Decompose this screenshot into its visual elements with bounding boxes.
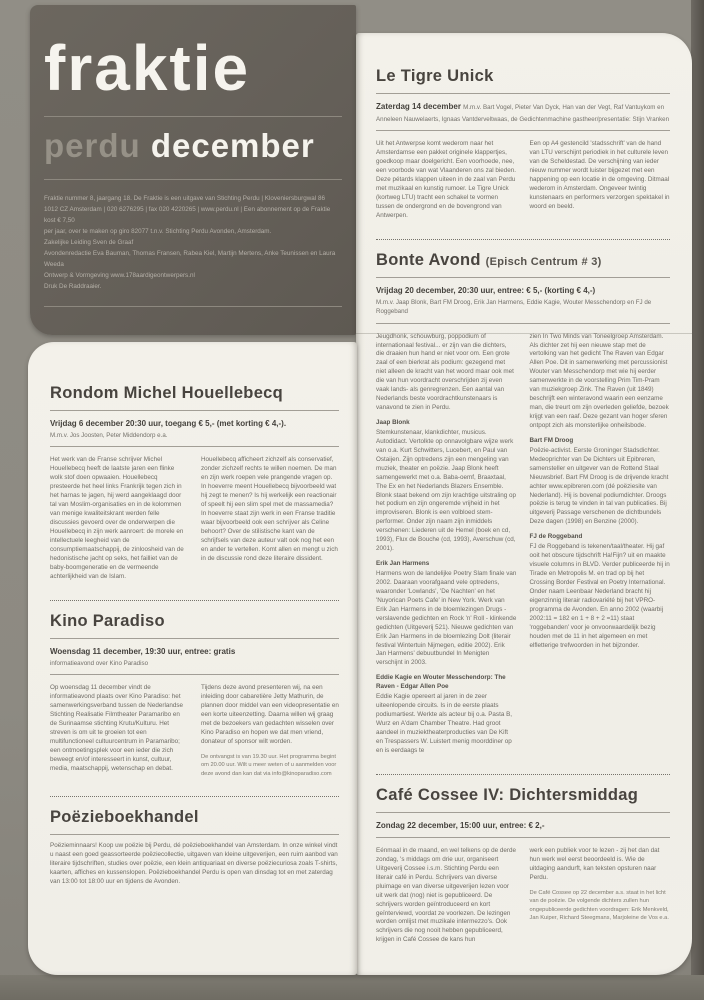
performer-name: Erik Jan Harmens bbox=[376, 560, 430, 568]
dotted-divider bbox=[50, 796, 339, 797]
body-paragraph: Een op A4 gestencild 'stadsschrift' van de hand van LTU verschijnt periodiek in het culturele leven van de Scheldestad. De verschijning van ieder nieuw nummer wordt luister bijgezet met een happening op een locatie in de omgeving. Ditmaal wederom in Amsterdam. Ongeveer twintig kunstenaars en performers verzorgen spektakel in woord en beeld. bbox=[529, 140, 670, 210]
section-kino-paradiso bbox=[50, 612, 339, 798]
divider-rule bbox=[50, 638, 339, 639]
body-paragraph: Jeugdhonk, schouwburg, poppodium of internationaal festival... er zijn van die dichters, die draaien hun hand er niet voor om. Een grote zaal of een bierkrat als podium: gezegend met niet alleen de kracht van het woord maar ook met die van hun voordracht overschrijden zij even vaak lands- als genregrenzen. Een aantal van Nederlands beste voordrachtkunstenaars is vanavond te zien in Perdu. bbox=[376, 332, 514, 412]
divider-rule bbox=[376, 93, 670, 94]
body-column bbox=[50, 684, 188, 784]
colophon-line: Fraktie nummer 8, jaargang 18. De Fraktie is een uitgave van Stichting Perdu | Kloveniersburgwal 86 bbox=[44, 195, 325, 203]
dotted-divider bbox=[376, 239, 670, 240]
section-bonte-avond bbox=[376, 251, 670, 775]
section-title: Kino Paradiso bbox=[50, 611, 165, 630]
body-paragraph: Poëzie-activist. Eerste Groninger Stadsdichter. Medeoprichter van De Dichters uit Epibreren, samensteller en uitgever van de Rottend Staal Nieuwsbrief. Bart FM Droog is de drijvende kracht achter www.epibreren.com (dé poëziesite van Nederland). Hij is bovenal podiumdichter. Droogs poëzie is terug te vinden in tal van publicaties. Bij uitgeverij Passage verschenen de dichtbundels Deze dagen (1998) en Benzine (2000). bbox=[529, 446, 669, 526]
body-column bbox=[376, 333, 517, 762]
section-title: Le Tigre Unick bbox=[376, 67, 494, 85]
divider-rule bbox=[44, 306, 342, 307]
body-paragraph: FJ de Roggeband is tekenen/taal/theater. Hij gaf ooit het obscure tijdschrift Ha!Fijn? uit en maakte visuele columns in BLVD. Verder publiceerde hij in Tirade en Metropolis M. en trad op bij het Crossing Border Festival en Poetry International. Onder naam Leenbaar Nederland bracht hij eigenzinnig literair radiovariété bij het VPRO-programma de Avonden. En anno 2002 (waarbij 2002:11 = 182 en 1 + 8 + 2 =11) staat 'roggebanden' voor je onvoorwaardelijk bezig houden met de 11 in het algemeen en met elfletterige trefwoorden in het bijzonder. bbox=[529, 543, 670, 649]
body-column bbox=[50, 456, 188, 587]
divider-rule bbox=[376, 323, 670, 324]
section-title: Café Cossee IV: Dichtersmiddag bbox=[376, 785, 639, 804]
body-column bbox=[376, 847, 517, 951]
divider-rule bbox=[376, 130, 670, 131]
event-credits: M.m.v. Jaap Blonk, Bart FM Droog, Erik Jan Harmens, Eddie Kagie, Wouter Messchendorp en FJ de Roggeband bbox=[376, 298, 652, 316]
body-paragraph: Uit het Antwerpse komt wederom naar het Amsterdamse een pakket originele klappertjes, goedkoop maar doelgericht. Een voorhoede, nee, een voorbode van wat Vlaanderen ons zal bieden. Deze pétards klappen uiteen in de zaal van Perdu met muzikaal en kunstig rumoer. Le Tigre Unick (kortweg LTU) tracht een schakel te vormen tussen de ondergrond en de bovengrond van Antwerpen. bbox=[376, 140, 517, 219]
body-columns bbox=[50, 456, 339, 587]
body-paragraph: zien In Two Minds van Toneelgroep Amsterdam. Als dichter zet hij een nieuwe stap met de vertolking van het gedicht The Raven van Edgar Allen Poe. Dit in samenwerking met percussionist Wouter van Messchendorp met wie hij eerder samenwerkte in de voorstelling Prim Tim-Pram van muziekgroep Zink. The Raven (uit 1849) beschrijft een winteravond waarin een eenzame man, die treurt om zijn overleden geliefde, bezoek krijgt van een raaf. Deze gezant van hoger sferen ontpopt zich als monsterlijke onheilsbode. bbox=[529, 332, 669, 429]
body-paragraph: Eénmaal in de maand, en wel telkens op de derde zondag, 's middags om drie uur, organiseert Uitgeverij Cossee i.s.m. Stichting Perdu een literair café in Perdu. Schrijvers van diverse pluimage en van diverse uitgeverijen lezen voor uit werk dat (nog) niet is gepubliceerd. De schrijvers worden geïntroduceerd en kort geïnterviewd, voordat ze voorlezen. De lezingen worden omlijst met muzikale intermezzo's. Ook schrijvers die nog nooit hebben gepubliceerd, krijgen in Café Cossee de kans hun bbox=[376, 846, 517, 944]
fold-crease bbox=[356, 333, 692, 334]
performer-name: FJ de Roggeband bbox=[529, 533, 583, 541]
masthead-subtitle-december: december bbox=[150, 127, 315, 165]
performer-name: Eddie Kagie en Wouter Messchendorp: The Raven - Edgar Allen Poe bbox=[376, 674, 506, 691]
divider-rule bbox=[376, 277, 670, 278]
section-poezieboekhandel bbox=[50, 808, 339, 887]
body-paragraph: Op woensdag 11 december vindt de informatieavond plaats over Kino Paradiso: het samenwerkingsverband tussen de Nederlandse Stichting Realisatie Filmtheater Paramaribo en de Surinaamse stichting Krutu/Kulturu. Het streven is om uit te groeien tot een multifunctioneel cultuurcentrum in Paramaribo; een ontmoetingsplek voor een ieder die zich beweegt en/of interesseert in kunst, cultuur, media, maatschappij, wetenschap en debat. bbox=[50, 684, 184, 772]
divider-rule bbox=[50, 446, 339, 447]
section-title-note: (Episch Centrum # 3) bbox=[485, 255, 602, 268]
section-rondom-michel-houellebecq bbox=[50, 384, 339, 601]
scan-bed-bottom-edge bbox=[0, 975, 704, 1000]
divider-rule bbox=[376, 812, 670, 813]
body-paragraph: Het werk van de Franse schrijver Michel Houellebecq heeft de laatste jaren een flinke wolk stof doen opwaaien. Houellebecq presteerde het heel links Frankrijk tegen zich in het harnas te jagen, hij werd aangeklaagd door tal van Moslim-organisaties en in de kolommen van menige kwaliteitskrant werden felle discussies gevoerd over de onderwerpen die Houellebecq in zijn werk aanroert: de morele en intellectuele leegheid van de consumptiemaatschappij, de zinloosheid van de hedonistische jacht op seks, het failliet van de baby-boomgeneratie en de vermeende achterlijkheid van de Islam. bbox=[50, 456, 184, 580]
body-column bbox=[201, 684, 339, 784]
body-columns bbox=[376, 140, 670, 226]
body-column bbox=[201, 456, 339, 587]
body-paragraph: Houellebecq afficheert zichzelf als conservatief, zonder zichzelf rechts te willen noemen. De man en zijn werk roepen vele prangende vragen op. In hoeverre meent Houellebecq bijvoorbeeld wat hij zegt te menen? Is hij werkelijk een reactionair of speelt hij een slim spel met de massamedia? In hoeverre staat zijn werk in een Franse traditie waar bijvoorbeeld ook een schrijver als Celine behoort? Over de stilistische kant van de schrijfsels van deze auteur valt ook nog het een en ander te vertellen. Komt allen en mengt u zich in de discussie rond deze literaire dissident. bbox=[201, 456, 338, 562]
info-note: De ontvangst is van 19.30 uur. Het programma begint om 20.00 uur. Wilt u meer weten of u aanmelden voor deze avond dan kan dat via info@kinoparadiso.com bbox=[201, 753, 337, 777]
performer-name: Bart FM Droog bbox=[529, 436, 574, 444]
body-columns bbox=[376, 333, 670, 762]
body-paragraph: werk een publiek voor te lezen - zij het dan dat hun werk wel eerst beoordeeld is. Wie de uitdaging aandurft, kan teksten opsturen naar Perdu. bbox=[529, 846, 660, 881]
body-columns bbox=[50, 684, 339, 784]
divider-rule bbox=[50, 674, 339, 675]
body-column bbox=[530, 333, 671, 762]
body-paragraph: Eddie Kagie opereert al jaren in de zeer uiteenlopende circuits. Is in de eerste plaats podiumartiest. Werkte als acteur bij o.a. Pasta B, Wurz en A'dam Chamber Theatre. Had groot aandeel in muziektheaterproducties van De Kift en Trespassers W. Luistert menig moorddiner op en is eerdaags te bbox=[376, 693, 513, 754]
colophon bbox=[44, 193, 342, 292]
divider-rule bbox=[44, 116, 342, 117]
colophon-line: Ontwerp & Vormgeving www.178aardigeontwerpers.nl bbox=[44, 272, 195, 280]
right-page bbox=[356, 33, 692, 975]
left-page bbox=[28, 342, 357, 975]
info-note: De Café Cossee op 22 december a.s. staat in het licht van de poëzie. De volgende dichters zullen hun ongepubliceerde gedichten voordragen: Erik Menkveld, Jan Kuiper, Richard Steegmans, Marjoleine de Vos e.a. bbox=[529, 889, 669, 922]
colophon-line: 1012 CZ Amsterdam | 020 6276295 | fax 020 4220265 | www.perdu.nl | Een abonnement op de Fraktie kost € 7,50 bbox=[44, 206, 331, 225]
body-column bbox=[530, 140, 671, 226]
event-date: Vrijdag 6 december 20:30 uur, toegang € 5,- (met korting € 4,-). bbox=[50, 419, 287, 428]
section-le-tigre-unick bbox=[376, 67, 670, 240]
event-date-line bbox=[376, 101, 670, 124]
event-credits: M.m.v. Jos Joosten, Peter Middendorp e.a. bbox=[50, 432, 168, 440]
body-paragraph: Harmens won de landelijke Poetry Slam finale van 2002. Daaraan voorafgaand vele optredens, waaronder 'Lowlands', 'De Nachten' en het 'Nuyorican Poets Cafe' in New York. Werk van Erik Jan Harmens in de bloemlezingen Drugs - verslavende gedichten en Rock 'n' Roll - klinkende gedichten (Uitgeverij 521). Nieuwe gedichten van Erik Jan Harmens in de bloemlezing Dolt (literair festival Wintertuin Nijmegen, editie 2002). Erik Jan Harmens' debuutbundel In Menigten verschijnt in 2003. bbox=[376, 570, 517, 667]
section-title: Rondom Michel Houellebecq bbox=[50, 384, 284, 402]
event-date: Woensdag 11 december, 19:30 uur, entree: gratis bbox=[50, 646, 236, 656]
event-date: Zaterdag 14 december bbox=[376, 102, 461, 111]
body-paragraph: Poëzieminnaars! Koop uw poëzie bij Perdu, dé poëzieboekhandel van Amsterdam. In onze winkel vindt u naast een goed geassorteerde poëziecollectie, uitgaven van kleine uitgeverijen, een ruim aanbod van literaire tijdschriften, studies over poëzie, een klein antiquariaat en diverse poëziecuriosa zoals T-shirts, kaarten, affiches en kussenslopen. Poëzieboekhandel Perdu is open van dinsdag tot en met zaterdag van 13:00 tot 18:00 uur en tijdens de Avonden. bbox=[50, 842, 338, 886]
event-date: Zondag 22 december, 15:00 uur, entree: € 2,- bbox=[376, 820, 545, 830]
masthead-subtitle-perdu: perdu bbox=[44, 127, 141, 165]
event-date: Vrijdag 20 december, 20:30 uur, entree: € 5,- (korting € 4,-) bbox=[376, 285, 596, 295]
dotted-divider bbox=[50, 600, 339, 601]
colophon-line: Druk De Raddraaier. bbox=[44, 283, 102, 291]
performer-name: Jaap Blonk bbox=[376, 419, 410, 426]
section-title: Poëzieboekhandel bbox=[50, 808, 199, 827]
scan-bed-right-edge bbox=[691, 0, 704, 1000]
masthead-title: fraktie bbox=[44, 32, 251, 104]
divider-rule bbox=[50, 834, 339, 835]
body-paragraph: Tijdens deze avond presenteren wij, na een inleiding door cabaretière Jetty Mathurin, de plannen door middel van een videopresentatie en een korte uiteenzetting. Daarna willen wij graag met de bezoekers van gedachten wisselen over Kino Paradiso en hopen we dat men vriend, donateur of sponsor wilt worden. bbox=[201, 684, 339, 745]
divider-rule bbox=[44, 179, 342, 180]
body-column bbox=[530, 847, 671, 951]
body-columns bbox=[376, 847, 670, 951]
colophon-line: Zakelijke Leiding Sven de Graaf bbox=[44, 239, 134, 247]
section-title-text: Bonte Avond bbox=[376, 250, 481, 269]
event-credits: M.m.v. Bart Vogel, Pieter Van Dyck, Han van der Vegt, Raf Vantuykom en Anneleen Nauwelaerts, Ignaas Vantderveltwaas, de Gedichtenmachine gastheer/presentatie: Stijn Vranken bbox=[376, 104, 670, 123]
masthead-subtitle bbox=[44, 127, 342, 165]
cover-panel bbox=[30, 5, 356, 335]
body-paragraph: Stemkunstenaar, klankdichter, musicus. Autodidact. Vertolkte op onnavolgbare wijze werk van o.a. Kurt Schwitters, Lucebert, en Paul van Ostaijen. Zijn optredens zijn een mengeling van muziek, theater en poëzie. Jaap Blonk heeft samengewerkt met o.a. Baba-oemf, Braaxtaal, The Ex en het Nederlands Blazers Ensemble. Blonk staat bekend om zijn krachtige uitstraling op het podium en zijn ongeremde vrijheid in het improviseren. Blonk is een volbloed stem-performer. Onder zijn naam zijn inmiddels verschenen: Liederen uit de Hemel (boek en cd, 1993), Flux de Bouche (cd, 1993), Averschuw (cd, 2001). bbox=[376, 428, 517, 553]
section-title bbox=[376, 251, 670, 270]
dotted-divider bbox=[376, 774, 670, 775]
event-credits: informatieavond over Kino Paradiso bbox=[50, 659, 149, 667]
divider-rule bbox=[50, 410, 339, 411]
divider-rule bbox=[376, 837, 670, 838]
colophon-line: Avondenredactie Eva Bauman, Thomas Fransen, Rabea Kiel, Martijn Mertens, Anke Teunissen en Laura Weeda bbox=[44, 250, 336, 269]
section-cafe-cossee bbox=[376, 786, 670, 952]
colophon-line: per jaar, over te maken op giro 82077 t.n.v. Stichting Perdu Avonden, Amsterdam. bbox=[44, 228, 272, 236]
body-column bbox=[376, 140, 517, 226]
